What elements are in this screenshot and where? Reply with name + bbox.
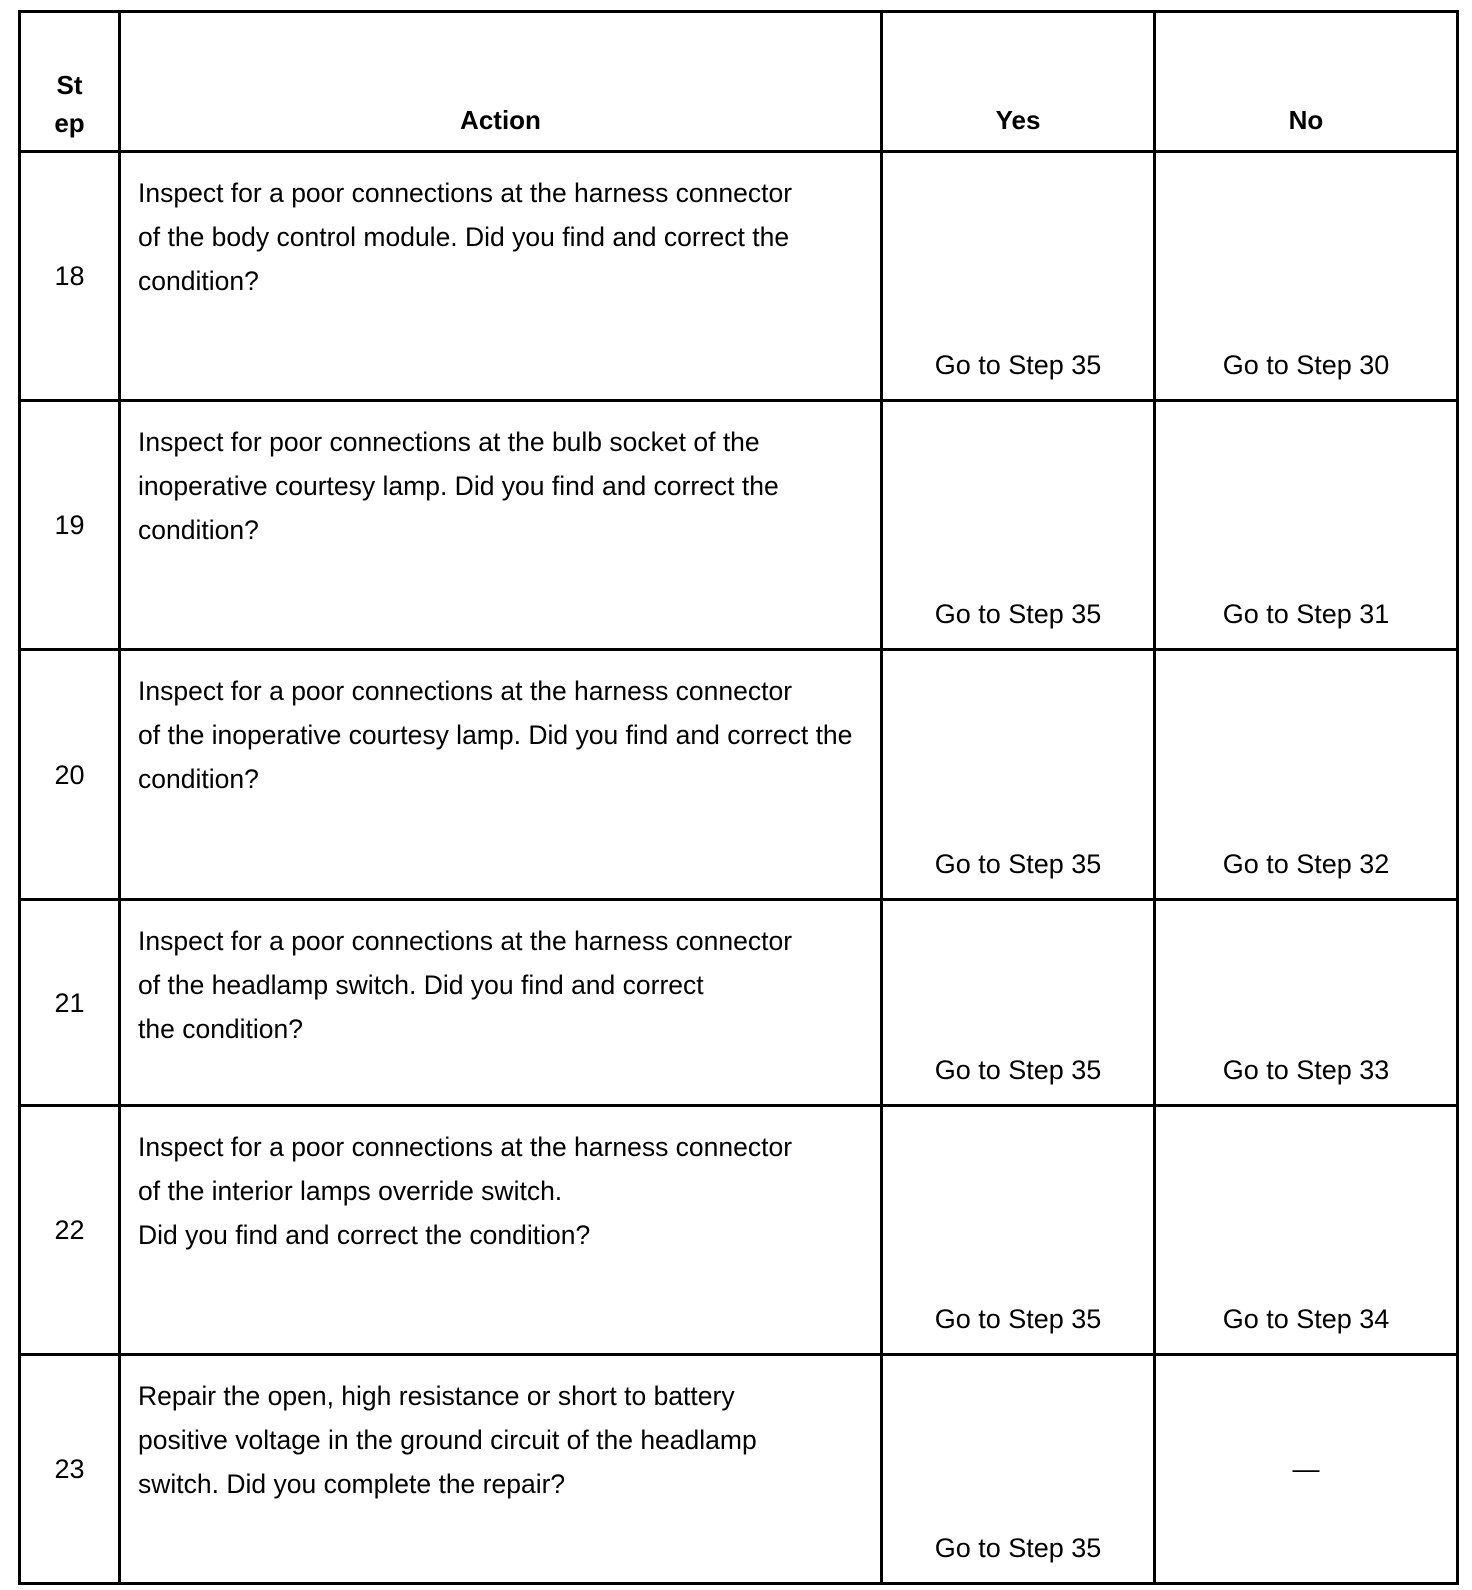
step-number: 18 bbox=[20, 152, 120, 401]
action-column-header: Action bbox=[120, 12, 882, 152]
action-line: Inspect for a poor connections at the harness connector bbox=[138, 676, 793, 706]
action-text bbox=[120, 900, 882, 1106]
no-result: — bbox=[1155, 1355, 1458, 1584]
action-text bbox=[120, 1355, 882, 1584]
action-text bbox=[120, 1106, 882, 1355]
action-line: condition? bbox=[138, 266, 259, 296]
step-number: 22 bbox=[20, 1106, 120, 1355]
step-column-header: Step bbox=[20, 12, 120, 152]
no-result: Go to Step 34 bbox=[1155, 1106, 1458, 1355]
action-text bbox=[120, 650, 882, 900]
step-number: 21 bbox=[20, 900, 120, 1106]
step-number: 23 bbox=[20, 1355, 120, 1584]
action-line: Inspect for a poor connections at the harness connector bbox=[138, 178, 793, 208]
yes-column-header: Yes bbox=[882, 12, 1155, 152]
no-result: Go to Step 31 bbox=[1155, 401, 1458, 650]
table-row bbox=[20, 900, 1458, 1106]
yes-result: Go to Step 35 bbox=[882, 401, 1155, 650]
action-line: Did you find and correct the condition? bbox=[138, 1220, 591, 1250]
action-line: of the body control module. Did you find and correct the bbox=[138, 222, 790, 252]
step-number: 19 bbox=[20, 401, 120, 650]
table-row bbox=[20, 1106, 1458, 1355]
no-column-header: No bbox=[1155, 12, 1458, 152]
action-line: Inspect for poor connections at the bulb socket of the bbox=[138, 427, 760, 457]
yes-result: Go to Step 35 bbox=[882, 650, 1155, 900]
no-result: Go to Step 33 bbox=[1155, 900, 1458, 1106]
yes-result: Go to Step 35 bbox=[882, 1106, 1155, 1355]
action-line: the condition? bbox=[138, 1014, 304, 1044]
action-text bbox=[120, 152, 882, 401]
action-line: of the inoperative courtesy lamp. Did you find and correct the bbox=[138, 720, 853, 750]
action-line: Repair the open, high resistance or short to battery bbox=[138, 1381, 735, 1411]
action-line: inoperative courtesy lamp. Did you find and correct the bbox=[138, 471, 779, 501]
diagnostic-table bbox=[18, 10, 1459, 1585]
table-row bbox=[20, 401, 1458, 650]
action-line: positive voltage in the ground circuit of the headlamp bbox=[138, 1425, 757, 1455]
yes-result: Go to Step 35 bbox=[882, 1355, 1155, 1584]
action-line: condition? bbox=[138, 764, 259, 794]
action-line: of the headlamp switch. Did you find and correct bbox=[138, 970, 704, 1000]
table-row bbox=[20, 152, 1458, 401]
header-row bbox=[20, 12, 1458, 152]
no-result: Go to Step 30 bbox=[1155, 152, 1458, 401]
action-line: condition? bbox=[138, 515, 259, 545]
step-number: 20 bbox=[20, 650, 120, 900]
yes-result: Go to Step 35 bbox=[882, 900, 1155, 1106]
table-row bbox=[20, 650, 1458, 900]
action-line: switch. Did you complete the repair? bbox=[138, 1469, 566, 1499]
action-line: of the interior lamps override switch. bbox=[138, 1176, 563, 1206]
action-text bbox=[120, 401, 882, 650]
action-line: Inspect for a poor connections at the harness connector bbox=[138, 926, 793, 956]
no-result: Go to Step 32 bbox=[1155, 650, 1458, 900]
table-row bbox=[20, 1355, 1458, 1584]
yes-result: Go to Step 35 bbox=[882, 152, 1155, 401]
action-line: Inspect for a poor connections at the harness connector bbox=[138, 1132, 793, 1162]
